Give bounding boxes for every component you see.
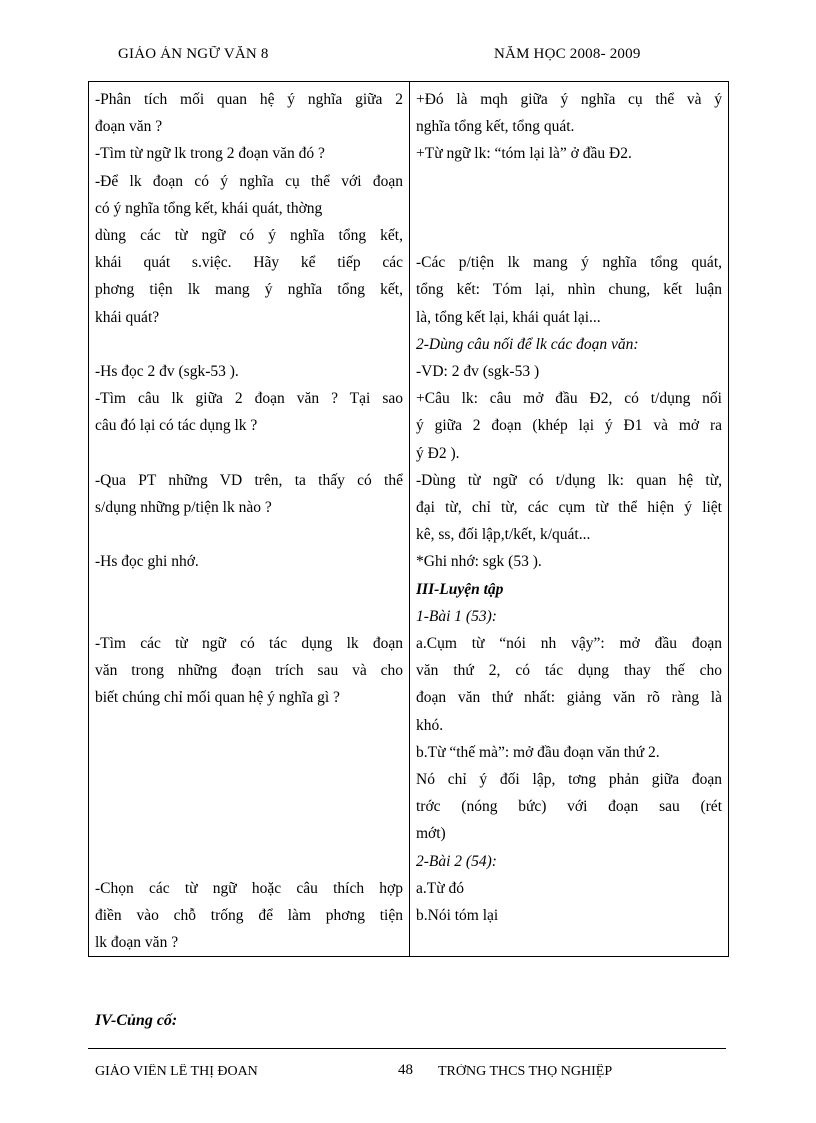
text-line: -Hs đọc ghi nhớ.	[95, 553, 199, 571]
text-line: lk đoạn văn ?	[95, 934, 179, 952]
text-line: +Câu lk: câu mở đầu Đ2, có t/dụng nối	[416, 390, 722, 408]
text-line	[95, 848, 403, 875]
text-line: b.Từ “thế mà”: mở đầu đoạn văn thứ 2.	[416, 743, 660, 761]
text-line	[95, 440, 403, 467]
text-line: đại từ, chỉ từ, các cụm từ thể hiện ý liệt	[416, 499, 722, 516]
text-line	[95, 766, 403, 793]
text-line: văn trong những đoạn trích sau và cho	[95, 662, 403, 680]
header-left: GIÁO ÁN NGỮ VĂN 8	[118, 46, 269, 62]
text-line	[416, 168, 722, 195]
text-line: 2-Dùng câu nối để lk các đoạn văn:	[416, 335, 639, 353]
text-line: III-Luyện tập	[416, 580, 504, 598]
text-line: *Ghi nhớ: sgk (53 ).	[416, 553, 542, 571]
text-line: ý Đ2 ).	[416, 444, 460, 462]
header-right: NĂM HỌC 2008- 2009	[494, 46, 641, 62]
text-line: dùng các từ ngữ có ý nghĩa tổng kết,	[95, 227, 403, 245]
footer-divider	[88, 1048, 726, 1049]
footer-left: GIÁO VIÊN LÊ THỊ ĐOAN	[95, 1064, 258, 1078]
text-line: -Qua PT những VD trên, ta thấy có thể	[95, 471, 403, 489]
page-number: 48	[398, 1062, 413, 1078]
text-line: +Từ ngữ lk: “tóm lại là” ở đầu Đ2.	[416, 145, 632, 163]
footer-right: TRỜNG THCS THỌ NGHIỆP	[438, 1064, 613, 1078]
text-line: văn thứ 2, có tác dụng thay thế cho	[416, 662, 722, 680]
text-line: tổng kết: Tóm lại, nhìn chung, kết luận	[416, 281, 722, 299]
text-line	[416, 222, 722, 249]
text-line	[95, 576, 403, 603]
text-line	[95, 521, 403, 548]
text-line: -Tìm từ ngữ lk trong 2 đoạn văn đó ?	[95, 145, 325, 163]
text-line: ý giữa 2 đoạn (khép lại ý Đ1 và mở ra	[416, 417, 722, 435]
text-line: câu đó lại có tác dụng lk ?	[95, 417, 258, 435]
teacher-activity-column	[89, 82, 410, 957]
text-line: a.Từ đó	[416, 879, 464, 897]
text-line: kê, ss, đối lập,t/kết, k/quát...	[416, 526, 591, 544]
text-line	[95, 712, 403, 739]
text-line: mớt)	[416, 825, 446, 843]
text-line: -VD: 2 đv (sgk-53 )	[416, 362, 540, 380]
text-line: b.Nói tóm lại	[416, 907, 499, 925]
text-line: -Dùng từ ngữ có t/dụng lk: quan hệ từ,	[416, 471, 722, 489]
text-line: -Hs đọc 2 đv (sgk-53 ).	[95, 363, 239, 381]
text-line: trớc (nóng bức) với đoạn sau (rét	[416, 798, 722, 816]
text-line: +Đó là mqh giữa ý nghĩa cụ thể và ý	[416, 91, 722, 108]
text-line	[95, 331, 403, 358]
text-line: nghĩa tổng kết, tổng quát.	[416, 118, 575, 136]
text-line	[95, 793, 403, 820]
text-line: khó.	[416, 716, 444, 734]
text-line: khái quát?	[95, 308, 160, 326]
text-line: -Phân tích mối quan hệ ý nghĩa giữa 2	[95, 91, 403, 108]
text-line: -Tìm các từ ngữ có tác dụng lk đoạn	[95, 634, 403, 652]
text-line: điền vào chỗ trống để làm phơng tiện	[95, 906, 403, 924]
text-line	[95, 739, 403, 766]
student-content-column	[410, 82, 729, 957]
text-line: Nó chỉ ý đối lập, tơng phản giữa đoạn	[416, 771, 722, 789]
table-row	[89, 82, 729, 957]
text-line: 1-Bài 1 (53):	[416, 607, 497, 625]
text-line: đoạn văn ?	[95, 118, 163, 136]
text-line: -Tìm câu lk giữa 2 đoạn văn ? Tại sao	[95, 390, 403, 408]
text-line	[95, 603, 403, 630]
text-line: 2-Bài 2 (54):	[416, 852, 497, 870]
text-line: -Chọn các từ ngữ hoặc câu thích hợp	[95, 879, 403, 897]
text-line	[95, 820, 403, 847]
text-line: là, tổng kết lại, khái quát lại...	[416, 308, 601, 326]
text-line: s/dụng những p/tiện lk nào ?	[95, 499, 272, 517]
text-line: có ý nghĩa tổng kết, khái quát, thờng	[95, 199, 323, 217]
section-heading: IV-Củng cố:	[95, 1012, 178, 1029]
text-line	[416, 195, 722, 222]
text-line	[416, 929, 722, 956]
text-line: khái quát s.việc. Hãy kể tiếp các	[95, 254, 403, 272]
text-line: a.Cụm từ “nói nh vậy”: mở đầu đoạn	[416, 635, 722, 653]
text-line: biết chúng chỉ mối quan hệ ý nghĩa gì ?	[95, 689, 340, 707]
text-line: -Để lk đoạn có ý nghĩa cụ thể với đoạn	[95, 172, 403, 190]
text-line: đoạn văn thứ nhất: giảng văn rõ ràng là	[416, 689, 722, 707]
text-line: phơng tiện lk mang ý nghĩa tổng kết,	[95, 281, 403, 299]
text-line: -Các p/tiện lk mang ý nghĩa tổng quát,	[416, 254, 722, 272]
lesson-table	[88, 81, 729, 957]
